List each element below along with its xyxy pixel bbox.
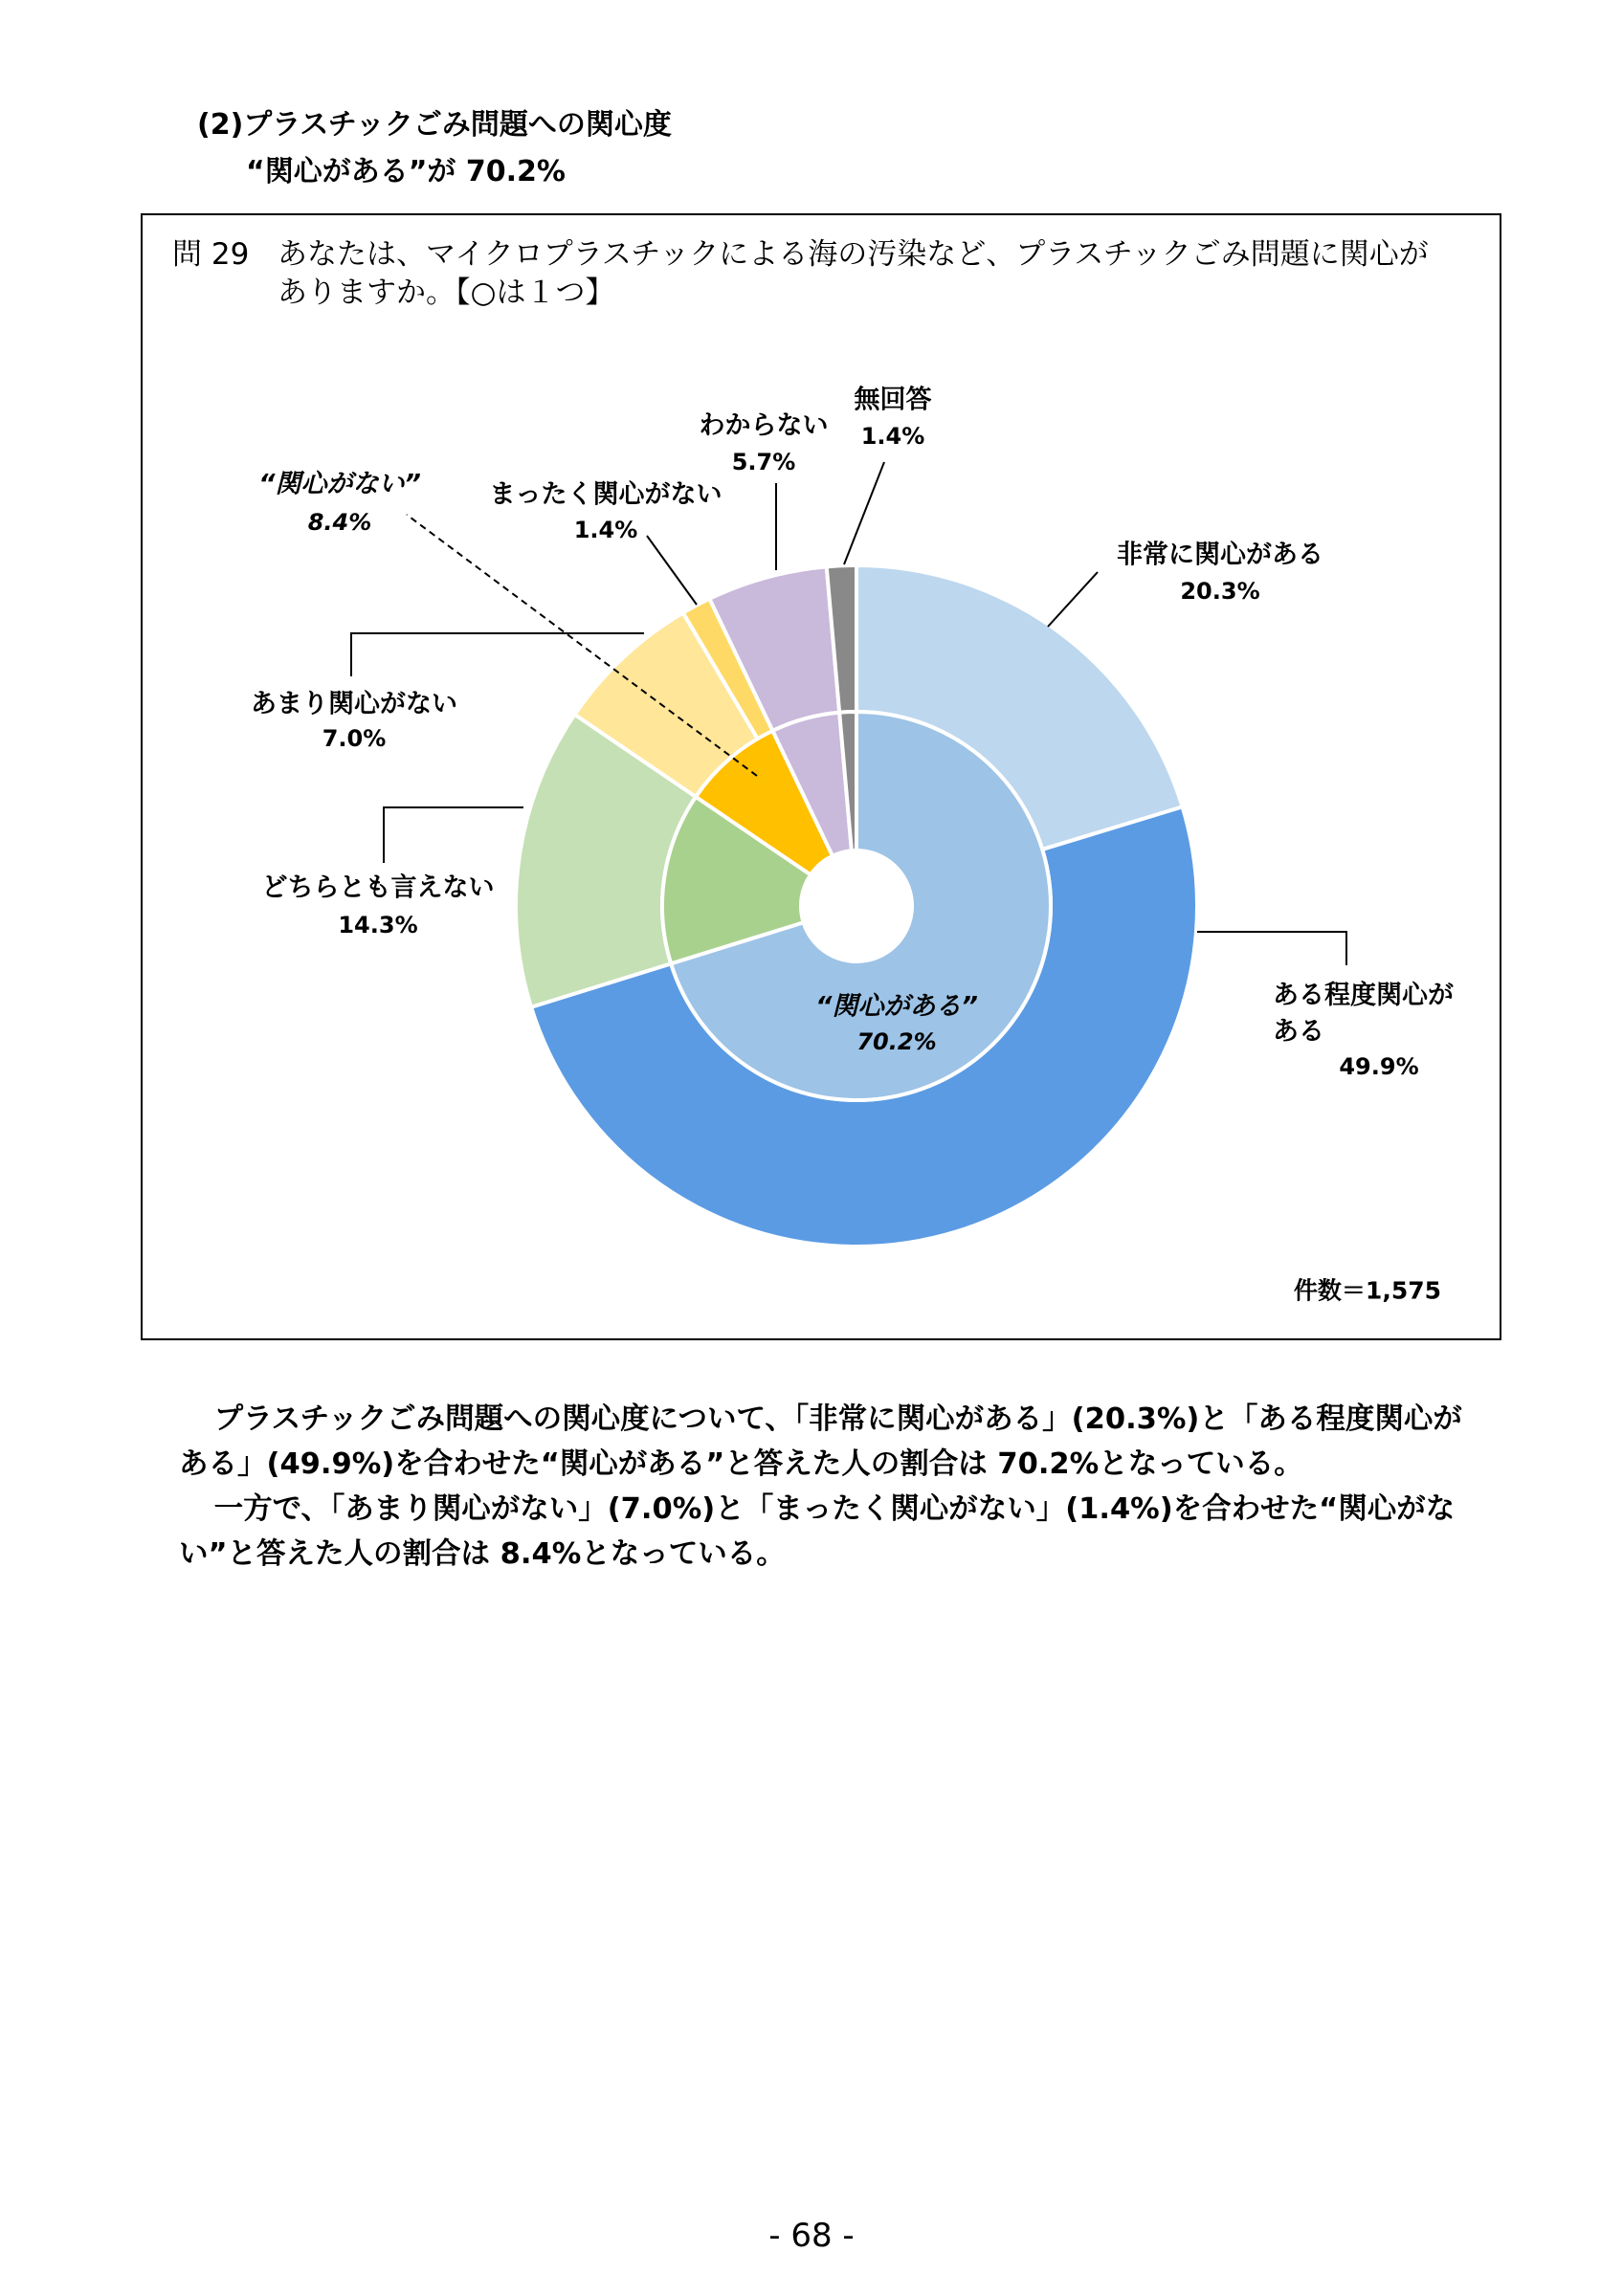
label-somewhat-interested: ある程度関心がある [1273, 980, 1454, 1047]
section-subheading: “関心がある”が 70.2% [246, 155, 566, 188]
value-not-interested-total: 8.4% [307, 509, 372, 536]
label-no-answer: 無回答 [854, 385, 932, 415]
leader-not-very-interested [351, 633, 644, 676]
page-number: - 68 - [768, 2217, 855, 2255]
value-not-very-interested: 7.0% [322, 725, 387, 752]
question-number: 問 29 [172, 237, 250, 272]
label-not-interested-at-all: まったく関心がない [489, 479, 723, 510]
section-heading: (2)プラスチックごみ問題への関心度 [197, 108, 672, 142]
value-neither: 14.3% [338, 912, 418, 938]
leader-very-interested [1048, 572, 1098, 627]
sample-size-note: 件数＝1,575 [1293, 1276, 1441, 1305]
outer-ring [516, 565, 1197, 1247]
leader-no-answer [844, 462, 884, 564]
label-interested-total: “関心がある” [815, 991, 978, 1022]
value-no-answer: 1.4% [860, 423, 925, 450]
label-very-interested: 非常に関心がある [1117, 540, 1323, 570]
leader-not-interested-at-all [647, 536, 697, 605]
value-interested-total: 70.2% [856, 1028, 937, 1055]
leader-neither [384, 807, 523, 863]
question-box [141, 213, 1501, 1340]
label-dont-know: わからない [699, 410, 829, 441]
value-not-interested-at-all: 1.4% [573, 517, 638, 543]
label-not-very-interested: あまり関心がない [251, 689, 457, 719]
value-very-interested: 20.3% [1180, 578, 1260, 605]
body-paragraph: プラスチックごみ問題への関心度について、「非常に関心がある」(20.3%)と「ある程度関心がある」(49.9%)を合わせた“関心がある”と答えた人の割合は 70.2%となっている。 [179, 1402, 1462, 1481]
label-not-interested-total: “関心がない” [258, 469, 421, 499]
donut-chart [143, 215, 1500, 1338]
body-paragraph: 一方で、「あまり関心がない」(7.0%)と「まったく関心がない」(1.4%)を合わせた“関心がない”と答えた人の割合は 8.4%となっている。 [179, 1492, 1456, 1571]
value-dont-know: 5.7% [731, 449, 796, 475]
label-neither: どちらとも言えない [261, 872, 495, 903]
value-somewhat-interested: 49.9% [1339, 1053, 1419, 1080]
leader-somewhat-interested [1197, 932, 1346, 965]
question-text: あなたは、マイクロプラスチックによる海の汚染など、プラスチックごみ問題に関心がありますか。【○は１つ】 [278, 237, 1429, 310]
body-text [179, 1397, 1486, 1577]
